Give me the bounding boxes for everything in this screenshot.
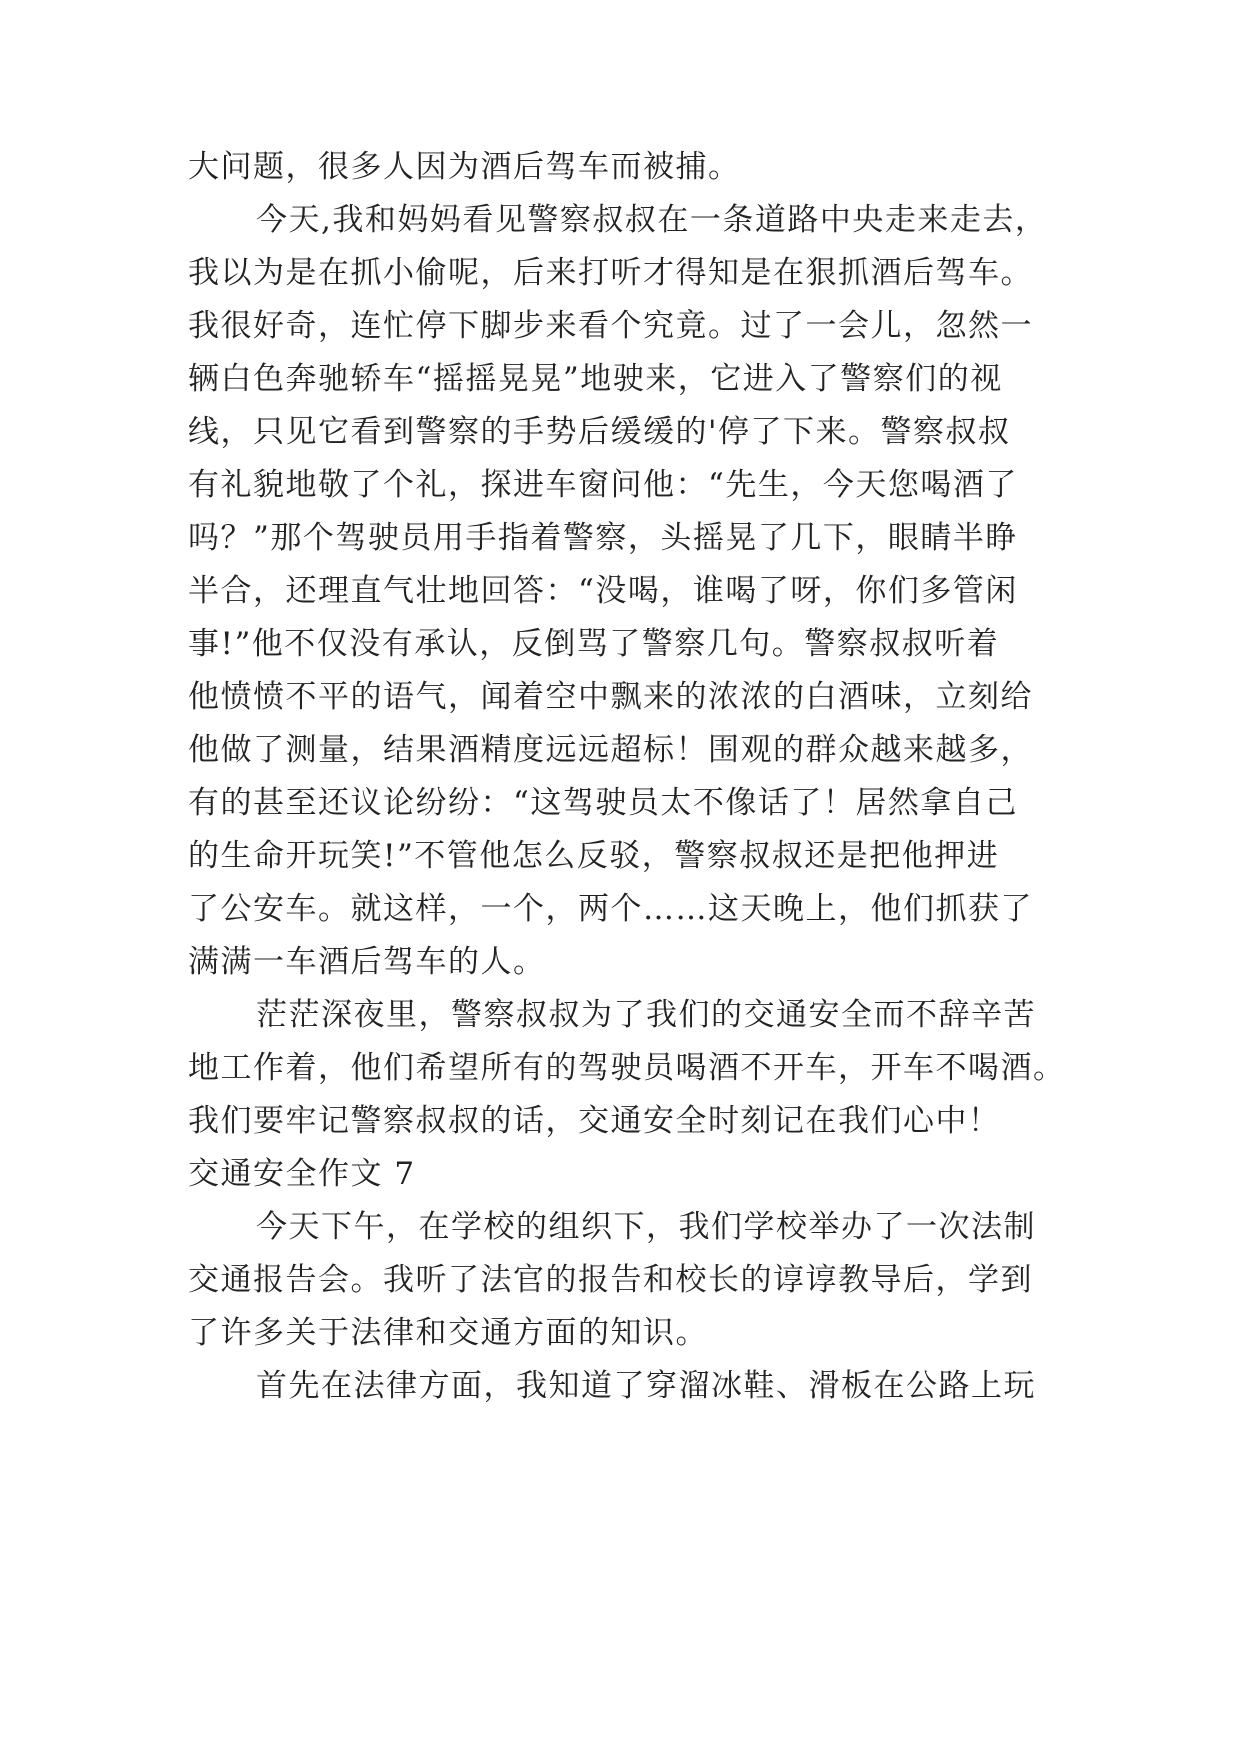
text-line: 我很好奇，连忙停下脚步来看个究竟。过了一会儿，忽然一	[188, 308, 1033, 344]
paragraph-first-line: 今天下午，在学校的组织下，我们学校举办了一次法制	[256, 1209, 1036, 1245]
text-line: 有礼貌地敬了个礼，探进车窗问他：“先生，今天您喝酒了	[188, 467, 1018, 503]
paragraph-first-line: 今天,我和妈妈看见警察叔叔在一条道路中央走来走去，	[256, 202, 1048, 238]
text-line: 地工作着，他们希望所有的驾驶员喝酒不开车，开车不喝酒。	[188, 1050, 1066, 1086]
paragraph-first-line: 首先在法律方面，我知道了穿溜冰鞋、滑板在公路上玩	[256, 1368, 1036, 1404]
text-line: 事!”他不仅没有承认，反倒骂了警察几句。警察叔叔听着	[188, 626, 1000, 662]
text-line: 了公安车。就这样，一个，两个……这天晚上，他们抓获了	[188, 891, 1033, 927]
section-heading: 交通安全作文 7	[188, 1156, 416, 1192]
text-line: 他做了测量，结果酒精度远远超标！围观的群众越来越多，	[188, 732, 1033, 768]
text-line: 有的甚至还议论纷纷：“这驾驶员太不像话了！居然拿自己	[188, 785, 1018, 821]
text-line: 吗？”那个驾驶员用手指着警察，头摇晃了几下，眼睛半睁	[188, 520, 1018, 556]
paragraph-first-line: 茫茫深夜里，警察叔叔为了我们的交通安全而不辞辛苦	[256, 997, 1036, 1033]
text-line: 大问题，很多人因为酒后驾车而被捕。	[188, 149, 741, 185]
text-line: 辆白色奔驰轿车“摇摇晃晃”地驶来，它进入了警察们的视	[188, 361, 1003, 397]
text-line: 他愤愤不平的语气，闻着空中飘来的浓浓的白酒味，立刻给	[188, 679, 1033, 715]
text-line: 半合，还理直气壮地回答：“没喝，谁喝了呀，你们多管闲	[188, 573, 1018, 609]
text-line: 我以为是在抓小偷呢，后来打听才得知是在狠抓酒后驾车。	[188, 255, 1033, 291]
text-line: 我们要牢记警察叔叔的话，交通安全时刻记在我们心中！	[188, 1103, 1001, 1139]
text-line: 了许多关于法律和交通方面的知识。	[188, 1315, 708, 1351]
text-line: 线，只见它看到警察的手势后缓缓的'停了下来。警察叔叔	[188, 414, 1011, 450]
text-line: 交通报告会。我听了法官的报告和校长的谆谆教导后，学到	[188, 1262, 1033, 1298]
text-line: 的生命开玩笑!”不管他怎么反驳，警察叔叔还是把他押进	[188, 838, 1000, 874]
text-line: 满满一车酒后驾车的人。	[188, 944, 546, 980]
